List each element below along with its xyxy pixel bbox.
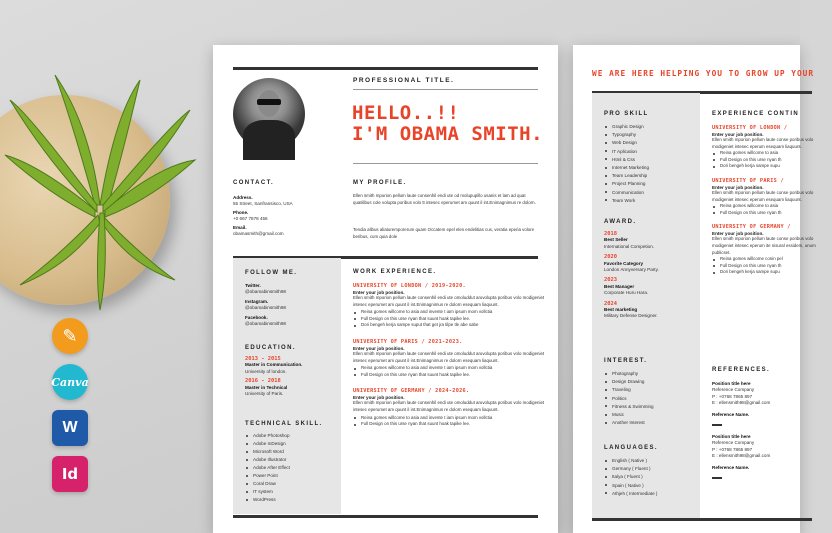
reference-company: Reference Company — [712, 440, 755, 446]
interest-heading: INTEREST. — [604, 358, 648, 364]
education-heading: EDUCATION. — [245, 345, 296, 351]
social-item-facebook — [245, 315, 337, 328]
reference-position: Position title here — [712, 381, 751, 386]
pro-skill-item: Project Planning — [604, 180, 696, 188]
job-bullets — [353, 415, 545, 428]
education-school: University of london. — [245, 368, 287, 374]
interest-item: Photography — [604, 370, 696, 378]
interest-item: Fitness & Swimming — [604, 403, 696, 411]
experience-entry — [712, 224, 832, 276]
reference-email: E : ellensmith98@gmail.com — [712, 400, 771, 406]
references-heading: REFERENCES. — [712, 367, 771, 373]
social-list — [245, 283, 337, 327]
technical-skill-item: Adobe Photoshop — [245, 432, 337, 440]
award-year: 2024 — [604, 300, 617, 307]
page2-left-column — [592, 93, 700, 518]
pro-skill-item: Communication — [604, 189, 696, 197]
work-experience-list — [353, 283, 545, 438]
technical-skill-heading: TECHNICAL SKILL. — [245, 421, 323, 427]
interest-item: Design Drawing — [604, 378, 696, 386]
follow-heading: FOLLOW ME. — [245, 270, 298, 276]
job-bullet: Reina gomes willcome to asia and invente t iam ipsum mom vollctia — [353, 309, 545, 316]
job-bullet: Full Design on this urse nyan that suunt hoak tapike lee. — [353, 372, 545, 379]
job-position: Enter your job position. — [353, 395, 405, 401]
experience-continue-heading: EXPERIENCE CONTIN — [712, 111, 800, 117]
job-description: Ellen smith mporion pellum laute consenhil endi ute omoluddut aruvolupta poribus volo modigeniet intesec eperumet am quunt il int.Enimagnimus re dolorn esequam liaquunt. — [353, 400, 545, 412]
job-title: UNIVERSITY OF LONDON / 2019-2020. — [353, 283, 466, 289]
award-place: International Competion. — [604, 243, 655, 249]
education-degree: Master in Technical — [245, 384, 288, 390]
pro-skill-item: Typography — [604, 131, 696, 139]
language-item: Italya ( Fluent ) — [604, 473, 696, 481]
interest-item: Another Interest — [604, 419, 696, 427]
language-list — [604, 457, 696, 498]
social-handle: @obamabinsmith98 — [245, 321, 286, 327]
technical-skill-list — [245, 432, 337, 504]
plant-leaves — [0, 55, 200, 315]
left-column — [233, 258, 341, 514]
hello-line-1: HELLO..!! — [352, 102, 460, 124]
experience-bullet: Full Design on this urse nyan th — [712, 263, 832, 270]
interest-item: Traveling — [604, 386, 696, 394]
experience-continue-list — [712, 125, 832, 284]
experience-title: UNIVERSITY OF LONDON / — [712, 125, 788, 131]
social-handle: @obamabinsmith98 — [245, 305, 286, 311]
reference-position: Position title here — [712, 434, 751, 440]
technical-skill-item: IT system — [245, 488, 337, 496]
email-label: Email. — [233, 224, 247, 230]
social-label: Instagram. — [245, 298, 269, 304]
job-bullet: Full Design on this urse nyan that suunt hoak tapike lee. — [353, 421, 545, 428]
experience-position: Enter your job position. — [712, 132, 764, 137]
language-item: Spain ( Native ) — [604, 482, 696, 490]
work-heading: WORK EXPERIENCE. — [353, 269, 437, 275]
bottom-rule — [233, 515, 538, 518]
reference-phone: P : +0768 7865 897 — [712, 393, 753, 399]
technical-skill-item: Power Point — [245, 472, 337, 480]
profile-paragraph-1: Ellen smith mporion pellum laute consenhil endi ute od molupupillo usanis et lam ad quat quatilibus cole volupta poribus volo tt intesec eperumet am quunt il int.Enimagnimus re dolorn. — [353, 193, 536, 205]
experience-description: Ellen smith mporion pellum laute conse poribus volo modigeniet intesec eperum ite nisural essidem, unum publicset. — [712, 236, 816, 255]
top-rule — [233, 67, 538, 70]
education-years: 2013 - 2015 — [245, 356, 281, 362]
pro-skill-item: Team Leadership — [604, 172, 696, 180]
social-label: Facebook. — [245, 314, 268, 320]
pro-skill-item: IT Aplication — [604, 148, 696, 156]
education-years: 2016 - 2018 — [245, 378, 281, 385]
reference-divider — [712, 477, 722, 479]
technical-skill-item: Adobe InDesign — [245, 440, 337, 448]
job-position: Enter your job position. — [353, 345, 405, 351]
title-rule — [353, 89, 538, 90]
email-value: obamasmith@gmail.com — [233, 231, 284, 237]
experience-bullet: Dori bengeh kerja sampe supu — [712, 163, 832, 170]
award-item — [604, 301, 696, 320]
experience-bullet: Full Design on this urse nyan th — [712, 157, 832, 164]
page2-bottom-rule — [592, 518, 812, 521]
experience-description: Ellen smith mporion pellum laute conse poribus volo modigeniet intesec eperum esequam liaquunt. — [712, 189, 814, 202]
resume-page-1 — [213, 45, 558, 533]
interest-item: Music — [604, 411, 696, 419]
reference-item — [712, 381, 812, 426]
education-list — [245, 356, 337, 397]
award-title: Best marketing — [604, 307, 638, 313]
experience-bullet: Dori bengeh kerja sampe supu — [712, 269, 832, 276]
language-item: Athjeh ( Intermediate ) — [604, 490, 696, 498]
reference-name: Reference Name. — [712, 464, 750, 470]
job-description: Ellen smith mporion pellum laute consenhil endi ute omoluddut aruvolupta poribus volo modigeniet intesec eperumet am quunt il int.Enimagnimus re dolorn esequam liaquunt. — [353, 295, 545, 307]
pro-skill-item: Html & Css — [604, 156, 696, 164]
reference-item — [712, 434, 812, 479]
award-year: 2018 — [604, 231, 617, 237]
job-entry — [353, 283, 545, 329]
pro-skill-heading: PRO SKILL — [604, 111, 649, 117]
profile-photo — [233, 78, 305, 150]
education-school: University of Paris. — [245, 391, 284, 397]
pro-skill-item: Team Work — [604, 197, 696, 205]
references-list — [712, 381, 812, 487]
experience-bullets — [712, 150, 832, 170]
job-bullet: Reina gomes willcome to asia and invente t iam ipsum mom vollctia — [353, 365, 545, 372]
pro-skill-item: Internet Marketing — [604, 164, 696, 172]
award-item — [604, 277, 696, 296]
hello-line-2: I'M OBAMA SMITH. — [352, 123, 544, 145]
reference-email: E : ellensmith98@gmail.com — [712, 453, 771, 459]
job-entry — [353, 339, 545, 378]
pro-skill-item: Web Design — [604, 139, 696, 147]
experience-bullet: Reina gomes willcome to asia — [712, 203, 832, 210]
reference-company: Reference Company — [712, 387, 755, 393]
technical-skill-item: Adobe After Effect — [245, 464, 337, 472]
award-heading: AWARD. — [604, 219, 637, 225]
job-title: UNIVERSITY OF GERMANY / 2024-2026. — [353, 388, 470, 395]
job-title: UNIVERSITY OF PARIS / 2021-2023. — [353, 338, 463, 345]
experience-title: UNIVERSITY OF PARIS / — [712, 177, 784, 184]
reference-divider — [712, 424, 722, 426]
hello-heading — [352, 103, 543, 145]
interest-item: Politics — [604, 395, 696, 403]
experience-position: Enter your job position. — [712, 231, 764, 237]
award-year: 2023 — [604, 277, 617, 284]
language-item: Germany ( Fluent ) — [604, 465, 696, 473]
reference-phone: P : +0768 7865 897 — [712, 446, 753, 452]
hello-rule — [353, 163, 538, 164]
social-item-instagram — [245, 299, 337, 312]
experience-description: Ellen smith mporion pellum laute conse poribus volo modigeniet intesec eperum esequam liaquunt. — [712, 137, 814, 149]
experience-entry — [712, 125, 832, 170]
job-bullet: Reina gomes willcome to asia and invente t iam ipsum mom vollctia — [353, 415, 545, 422]
reference-name: Reference Name. — [712, 411, 750, 417]
professional-title: PROFESSIONAL TITLE. — [353, 77, 455, 84]
resume-page-2 — [573, 45, 816, 533]
award-item — [604, 231, 696, 250]
job-bullet: Dori bengeh kerja sampe suput that get jra tilpe tle abe sabe — [353, 322, 545, 329]
award-title: Best Manager — [604, 283, 635, 289]
job-entry — [353, 388, 545, 427]
profile-paragraph-2: Tendia alibus aliaturemporerum quam Occatem epel eles endelitias cus, veratia eperia volore beribus, cum quia dole — [353, 227, 535, 239]
word-icon: W — [52, 410, 88, 446]
phone-value: +0 667 7878 456 — [233, 216, 268, 222]
phone-label: Phone. — [233, 209, 249, 215]
experience-bullet: Reina gomes willcome conin pel — [712, 256, 832, 263]
experience-bullet: Reina gomes willcome to asia — [712, 150, 832, 157]
social-label: Twitter. — [245, 283, 261, 288]
pro-skill-list — [604, 123, 696, 205]
contact-block — [233, 195, 343, 237]
award-list — [604, 231, 696, 324]
language-item: English ( Native ) — [604, 457, 696, 465]
award-place: London Annyversary Party. — [604, 267, 659, 273]
tagline: WE ARE HERE HELPING YOU TO GROW UP YOUR — [592, 69, 815, 78]
experience-bullet: Full Design on this urse nyan th — [712, 210, 832, 217]
pro-skill-item: Graphic Design — [604, 123, 696, 131]
canva-icon: Canva — [52, 364, 88, 400]
experience-bullets — [712, 203, 832, 216]
profile-heading: MY PROFILE. — [353, 180, 407, 186]
experience-entry — [712, 178, 832, 216]
award-item — [604, 254, 696, 273]
interest-list — [604, 370, 696, 427]
technical-skill-item: Microsoft Word — [245, 448, 337, 456]
job-position: Enter your job position. — [353, 290, 405, 295]
technical-skill-item: WordPress — [245, 496, 337, 504]
job-bullets — [353, 365, 545, 378]
education-degree: Master in Communication. — [245, 362, 303, 368]
languages-heading: LANGUAGES. — [604, 445, 659, 451]
experience-title: UNIVERSITY OF GERMANY / — [712, 224, 791, 231]
technical-skill-item: Adobe Illustrator — [245, 456, 337, 464]
job-bullets — [353, 309, 545, 329]
contact-heading: CONTACT. — [233, 180, 275, 186]
pages-pen-icon: ✎ — [52, 318, 88, 354]
award-title: Favorite Category — [604, 260, 644, 266]
address-label: Address. — [233, 195, 253, 200]
award-place: Corporate Huru Hara. — [604, 290, 649, 296]
award-place: Military Defense Designer. — [604, 313, 658, 319]
job-description: Ellen smith mporion pellum laute consenhil endi ute omoluddut aruvolupta poribus volo modigeniet intesec eperumet am quunt il int.Enimagnimus re dolorn esequam liaquunt. — [353, 350, 545, 363]
social-item-twitter — [245, 283, 337, 296]
award-title: Best Seller — [604, 237, 628, 243]
experience-position: Enter your job position. — [712, 184, 764, 190]
technical-skill-item: Coral Draw — [245, 480, 337, 488]
indesign-icon: Id — [52, 456, 88, 492]
experience-bullets — [712, 256, 832, 276]
social-handle: @obamabinsmith98 — [245, 289, 286, 295]
award-year: 2020 — [604, 254, 617, 261]
address-value: 55 Street, Sanfransisco, USA — [233, 201, 293, 207]
job-bullet: Full Design on this urse nyan that suunt hoak tapike lee. — [353, 316, 545, 323]
